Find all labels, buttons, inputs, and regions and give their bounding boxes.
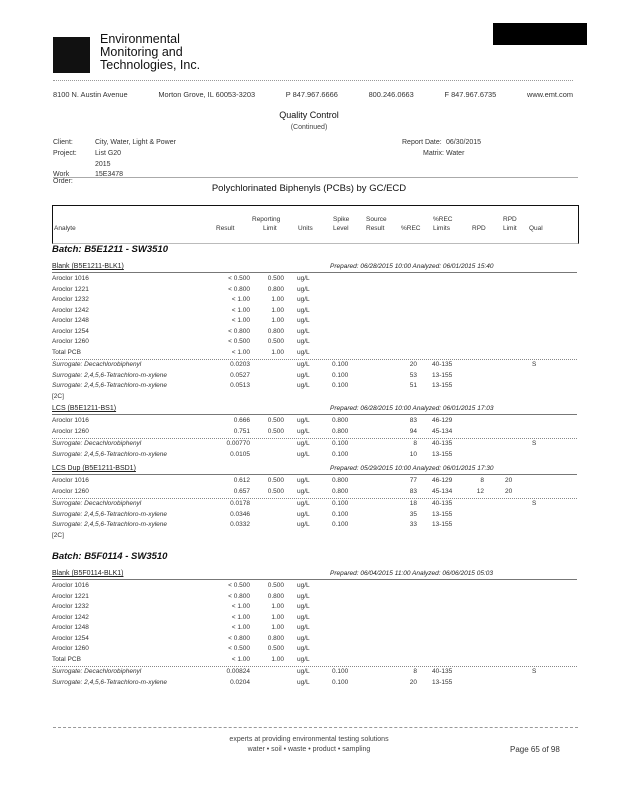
cell-q: S <box>532 668 537 675</box>
cell-an: Aroclor 1260 <box>52 645 89 652</box>
cell-an: Surrogate: 2,4,5,6-Tetrachloro-m-xylene <box>52 371 168 379</box>
note <box>0 531 618 542</box>
cell-lim: 40-135 <box>432 668 453 675</box>
cell-sp: 0.100 <box>332 500 349 507</box>
cell-an: Surrogate: 2,4,5,6-Tetrachloro-m-xylene <box>52 382 168 389</box>
cell-sp: 0.100 <box>332 382 349 389</box>
fax: F 847.967.6735 <box>444 90 497 99</box>
table-row <box>0 655 618 666</box>
col-spike-2: Level <box>333 225 349 232</box>
col-rl-1: Reporting <box>252 216 281 223</box>
cell-res: 0.0527 <box>230 371 250 379</box>
cell-rl: 0.500 <box>267 275 284 282</box>
cell-rl2: 20 <box>505 487 513 495</box>
cell-rl: 1.00 <box>271 613 284 621</box>
cell-res: < 0.800 <box>228 285 250 293</box>
prep-analyzed-dates: Prepared: 06/04/2015 11:00 Analyzed: 06/06/2015 05:03 <box>330 570 493 577</box>
cell-un: ug/L <box>297 338 310 345</box>
sample-name: Blank (B5F0114-BLK1) <box>52 570 124 577</box>
company-name-line: Environmental <box>100 32 180 46</box>
cell-rec: 35 <box>409 510 417 518</box>
cell-rl2: 20 <box>505 477 513 484</box>
cell-res: < 1.00 <box>231 624 250 631</box>
report-subtitle: (Continued) <box>290 124 328 131</box>
cell-rec: 18 <box>409 500 417 507</box>
report-title: Quality Control <box>279 110 339 120</box>
cell-rl: 1.00 <box>271 306 284 314</box>
cell-un: ug/L <box>297 678 310 686</box>
cell-res: 0.0105 <box>230 450 250 458</box>
cell-an: Aroclor 1254 <box>52 327 89 335</box>
cell-lim: 13-155 <box>432 450 453 458</box>
footer-tagline: experts at providing environmental testing solutions <box>229 736 389 743</box>
cell-an: Surrogate: 2,4,5,6-Tetrachloro-m-xylene <box>52 521 168 528</box>
divider <box>53 80 573 81</box>
col-rpd: RPD <box>472 225 486 232</box>
cell-res: 0.657 <box>233 487 250 495</box>
surrogate-row <box>0 439 618 450</box>
table-row <box>0 592 618 603</box>
cell-un: ug/L <box>297 306 310 314</box>
cell-lim: 40-135 <box>432 440 453 447</box>
cell-an: Aroclor 1016 <box>52 275 89 282</box>
prep-analyzed-dates: Prepared: 06/28/2015 10:00 Analyzed: 06/01/2015 17:03 <box>330 405 494 412</box>
cell-rl: 0.500 <box>267 487 284 495</box>
cell-res: 0.0204 <box>230 678 250 686</box>
cell-an: Aroclor 1016 <box>52 477 89 484</box>
cell-sp: 0.100 <box>332 668 349 675</box>
project-label: Project: <box>53 150 77 157</box>
prep-analyzed-dates: Prepared: 06/28/2015 10:00 Analyzed: 06/01/2015 15:40 <box>330 263 494 270</box>
cell-un: ug/L <box>297 634 310 642</box>
cell-rpd: 8 <box>480 477 484 484</box>
note <box>0 392 618 403</box>
cell-res: < 1.00 <box>231 348 250 356</box>
cell-lim: 45-134 <box>432 427 453 435</box>
cell-an: Surrogate: 2,4,5,6-Tetrachloro-m-xylene <box>52 450 168 458</box>
cell-res: < 0.500 <box>228 582 250 589</box>
col-source-2: Result <box>366 225 385 232</box>
cell-lim: 45-134 <box>432 487 453 495</box>
cell-un: ug/L <box>297 477 310 484</box>
cell-res: 0.0346 <box>230 510 250 518</box>
cell-un: ug/L <box>297 521 310 528</box>
cell-lim: 40-135 <box>432 361 453 368</box>
sample-header <box>52 464 577 475</box>
cell-an: Aroclor 1260 <box>52 487 89 495</box>
col-source-1: Source <box>366 216 387 223</box>
matrix-value: Water <box>446 150 465 157</box>
table-title: Polychlorinated Biphenyls (PCBs) by GC/ECD <box>211 183 407 194</box>
table-row <box>0 623 618 634</box>
surrogate-row <box>0 667 618 678</box>
cell-res: 0.0203 <box>230 361 250 368</box>
sample-name: Blank (B5E1211-BLK1) <box>52 263 124 270</box>
cell-un: ug/L <box>297 285 310 293</box>
cell-lim: 40-135 <box>432 500 453 507</box>
cell-rec: 33 <box>409 521 417 528</box>
table-row <box>0 581 618 592</box>
table-row <box>0 613 618 624</box>
cell-rec: 8 <box>413 668 417 675</box>
cell-an: Aroclor 1242 <box>52 306 89 314</box>
cell-rec: 53 <box>409 371 417 379</box>
batch-title: Batch: B5E1211 - SW3510 <box>52 244 168 255</box>
col-analyte: Analyte <box>54 225 76 232</box>
cell-un: ug/L <box>297 500 310 507</box>
cell-res: < 1.00 <box>231 317 250 324</box>
cell-rl: 0.500 <box>267 645 284 652</box>
toll-free: 800.246.0663 <box>368 90 414 99</box>
table-row <box>0 348 618 359</box>
cell-un: ug/L <box>297 327 310 335</box>
cell-res: 0.00824 <box>226 668 250 675</box>
cell-un: ug/L <box>297 317 310 324</box>
cell-an: Aroclor 1221 <box>52 285 89 293</box>
cell-an: Aroclor 1232 <box>52 603 89 610</box>
cell-sp: 0.100 <box>332 521 349 528</box>
table-row <box>0 427 618 438</box>
table-row <box>0 602 618 613</box>
cell-lim: 13-155 <box>432 382 453 389</box>
table-row <box>0 476 618 487</box>
col-rpd-limit-1: RPD <box>503 216 517 223</box>
cell-un: ug/L <box>297 487 310 495</box>
page-number: Page 65 of 98 <box>510 745 560 754</box>
cell-rl: 1.00 <box>271 296 284 303</box>
cell-un: ug/L <box>297 624 310 631</box>
cell-an: Total PCB <box>52 655 81 663</box>
sample-name: LCS (B5E1211-BS1) <box>52 405 117 412</box>
cell-res: < 1.00 <box>231 306 250 314</box>
col-limits-1: %REC <box>433 216 453 223</box>
cell-rec: 83 <box>409 487 417 495</box>
client-label: Client: <box>53 139 73 146</box>
col-qual: Qual <box>529 225 543 232</box>
cell-an: Surrogate: Decachlorobiphenyl <box>52 668 142 675</box>
cell-un: ug/L <box>297 510 310 518</box>
note-text: [2C] <box>52 392 64 400</box>
sample-name: LCS Dup (B5E1211-BSD1) <box>52 465 136 472</box>
cell-lim: 13-155 <box>432 521 453 528</box>
cell-lim: 13-155 <box>432 510 453 518</box>
batch-title: Batch: B5F0114 - SW3510 <box>52 551 168 562</box>
cell-un: ug/L <box>297 382 310 389</box>
street: 8100 N. Austin Avenue <box>53 90 128 99</box>
cell-an: Aroclor 1260 <box>52 427 89 435</box>
cell-lim: 13-155 <box>432 678 453 686</box>
cell-rl: 1.00 <box>271 624 284 631</box>
cell-an: Surrogate: 2,4,5,6-Tetrachloro-m-xylene <box>52 510 168 518</box>
divider <box>53 177 578 178</box>
cell-res: < 0.800 <box>228 327 250 335</box>
footer-services: water • soil • waste • product • sampling <box>247 746 371 753</box>
cell-un: ug/L <box>297 645 310 652</box>
cell-an: Aroclor 1248 <box>52 624 89 631</box>
cell-an: Total PCB <box>52 348 81 356</box>
cell-an: Aroclor 1248 <box>52 317 89 324</box>
col-rl-2: Limit <box>263 225 277 232</box>
col-rpd-limit-2: Limit <box>503 225 517 232</box>
col-spike-1: Spike <box>333 216 350 223</box>
cell-rl: 1.00 <box>271 655 284 663</box>
cell-un: ug/L <box>297 592 310 600</box>
cell-rec: 20 <box>409 678 417 686</box>
table-row <box>0 416 618 427</box>
cell-sp: 0.100 <box>332 450 349 458</box>
cell-res: < 1.00 <box>231 296 250 303</box>
surrogate-row <box>0 678 618 689</box>
cell-an: Aroclor 1242 <box>52 613 89 621</box>
cell-res: 0.00770 <box>226 440 250 447</box>
cell-an: Surrogate: Decachlorobiphenyl <box>52 500 142 507</box>
cell-rec: 10 <box>409 450 417 458</box>
cell-lim: 13-155 <box>432 371 453 379</box>
cell-an: Surrogate: Decachlorobiphenyl <box>52 361 142 368</box>
cell-rl: 1.00 <box>271 317 284 324</box>
cell-res: 0.612 <box>233 477 250 484</box>
website: www.emt.com <box>527 90 573 99</box>
cell-rec: 8 <box>413 440 417 447</box>
cell-res: 0.666 <box>233 417 250 424</box>
table-row <box>0 634 618 645</box>
cell-q: S <box>532 500 537 507</box>
surrogate-row <box>0 510 618 521</box>
cell-un: ug/L <box>297 371 310 379</box>
cell-res: 0.0178 <box>230 500 250 507</box>
table-row <box>0 644 618 655</box>
surrogate-row <box>0 520 618 531</box>
work-order-value: 15E3478 <box>95 171 124 178</box>
table-row <box>0 285 618 296</box>
cell-sp: 0.800 <box>332 417 349 424</box>
cell-rec: 77 <box>409 477 417 484</box>
cell-rl: 0.800 <box>267 285 284 293</box>
company-name-line: Technologies, Inc. <box>100 58 201 72</box>
cell-an: Aroclor 1232 <box>52 296 89 303</box>
cell-sp: 0.100 <box>332 361 349 368</box>
cell-un: ug/L <box>297 603 310 610</box>
cell-an: Aroclor 1016 <box>52 417 89 424</box>
cell-rl: 0.500 <box>267 582 284 589</box>
cell-rl: 0.800 <box>267 327 284 335</box>
cell-an: Aroclor 1254 <box>52 634 89 642</box>
cell-rec: 83 <box>409 417 417 424</box>
report-date-label: Report Date: <box>402 139 442 146</box>
table-row <box>0 316 618 327</box>
cell-sp: 0.100 <box>332 440 349 447</box>
cell-un: ug/L <box>297 361 310 368</box>
cell-res: < 0.500 <box>228 275 250 282</box>
cell-sp: 0.100 <box>332 510 349 518</box>
cell-rl: 0.800 <box>267 634 284 642</box>
matrix-label: Matrix: <box>423 150 444 157</box>
redaction-box <box>493 23 587 45</box>
phone: P 847.967.6666 <box>285 90 338 99</box>
table-row <box>0 337 618 348</box>
surrogate-row <box>0 381 618 392</box>
sample-header <box>52 569 577 580</box>
cell-res: < 1.00 <box>231 655 250 663</box>
project-value: List G20 <box>95 150 122 157</box>
cell-res: < 0.500 <box>228 645 250 652</box>
cell-un: ug/L <box>297 440 310 447</box>
cell-res: < 0.500 <box>228 338 250 345</box>
table-header <box>52 205 579 244</box>
cell-q: S <box>532 361 537 368</box>
work-order-label: Work Order: <box>53 171 73 185</box>
cell-rl: 0.500 <box>267 338 284 345</box>
cell-an: Surrogate: Decachlorobiphenyl <box>52 440 142 447</box>
cell-lim: 46-129 <box>432 477 453 484</box>
cell-res: 0.751 <box>233 427 250 435</box>
cell-res: < 0.800 <box>228 592 250 600</box>
cell-q: S <box>532 440 537 447</box>
surrogate-row <box>0 499 618 510</box>
cell-rl: 0.800 <box>267 592 284 600</box>
table-row <box>0 306 618 317</box>
cell-res: < 0.800 <box>228 634 250 642</box>
cell-un: ug/L <box>297 450 310 458</box>
project-value-2: 2015 <box>95 161 111 168</box>
footer-divider <box>53 727 578 728</box>
cell-un: ug/L <box>297 613 310 621</box>
cell-res: < 1.00 <box>231 613 250 621</box>
sample-header <box>52 404 577 415</box>
report-date-value: 06/30/2015 <box>446 139 482 146</box>
cell-un: ug/L <box>297 655 310 663</box>
cell-res: < 1.00 <box>231 603 250 610</box>
prep-analyzed-dates: Prepared: 05/29/2015 10:00 Analyzed: 06/01/2015 17:30 <box>330 465 494 472</box>
cell-an: Aroclor 1221 <box>52 592 89 600</box>
cell-sp: 0.800 <box>332 427 349 435</box>
client-value: City, Water, Light & Power <box>95 139 176 146</box>
surrogate-row <box>0 371 618 382</box>
surrogate-row <box>0 450 618 461</box>
cell-lim: 46-129 <box>432 417 453 424</box>
cell-un: ug/L <box>297 275 310 282</box>
cell-rl: 1.00 <box>271 348 284 356</box>
col-limits-2: Limits <box>433 225 450 232</box>
table-row <box>0 487 618 498</box>
cell-rpd: 12 <box>476 487 484 495</box>
cell-res: 0.0332 <box>230 521 250 528</box>
cell-un: ug/L <box>297 417 310 424</box>
cell-an: Aroclor 1016 <box>52 582 89 589</box>
cell-un: ug/L <box>297 582 310 589</box>
surrogate-row <box>0 360 618 371</box>
table-row <box>0 327 618 338</box>
cell-sp: 0.800 <box>332 487 349 495</box>
company-name <box>100 33 200 72</box>
company-name-line: Monitoring and <box>100 45 183 59</box>
col-result: Result <box>216 225 235 232</box>
cell-rl: 0.500 <box>267 477 284 484</box>
col-units: Units <box>298 225 313 232</box>
cell-an: Surrogate: 2,4,5,6-Tetrachloro-m-xylene <box>52 678 168 686</box>
cell-rl: 0.500 <box>267 417 284 424</box>
table-row <box>0 295 618 306</box>
cell-res: 0.0513 <box>230 382 250 389</box>
cell-un: ug/L <box>297 427 310 435</box>
company-address <box>53 90 573 99</box>
cell-sp: 0.100 <box>332 371 349 379</box>
note-text: [2C] <box>52 531 64 539</box>
col-rec: %REC <box>401 225 421 232</box>
sample-header <box>52 262 577 273</box>
cell-sp: 0.100 <box>332 678 349 686</box>
cell-un: ug/L <box>297 296 310 303</box>
cell-rl: 0.500 <box>267 427 284 435</box>
cell-rl: 1.00 <box>271 603 284 610</box>
cell-sp: 0.800 <box>332 477 349 484</box>
cell-rec: 51 <box>409 382 417 389</box>
cell-un: ug/L <box>297 348 310 356</box>
city: Morton Grove, IL 60053-3203 <box>158 90 256 99</box>
cell-un: ug/L <box>297 668 310 675</box>
cell-rec: 20 <box>409 361 417 368</box>
company-logo <box>53 37 90 73</box>
table-row <box>0 274 618 285</box>
cell-rec: 94 <box>409 427 417 435</box>
cell-an: Aroclor 1260 <box>52 338 89 345</box>
